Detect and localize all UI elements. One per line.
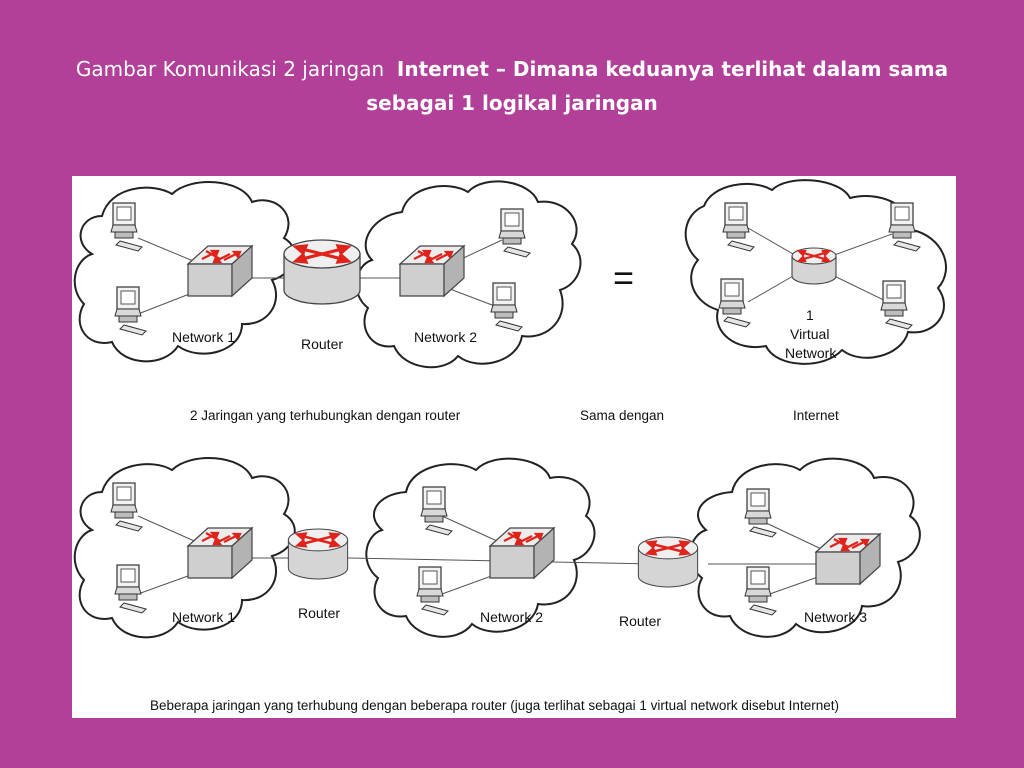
router-icon [792,248,836,284]
title-bold-2: sebagai 1 logikal jaringan [366,91,658,115]
caption-mid: Sama dengan [580,408,665,423]
router1-label: Router [298,605,341,621]
title-bold-1: Internet – Dimana keduanya terlihat dalam sama [396,57,949,81]
network3-label: Network 3 [804,609,868,625]
network2-label: Network 2 [480,609,544,625]
router-icon [284,240,360,304]
caption-right: Internet [793,408,839,423]
network1-label: Network 1 [172,329,236,345]
slide-title [0,52,1024,120]
router2-label: Router [619,613,662,629]
router-icon [288,529,347,579]
network1-label: Network 1 [172,609,236,625]
virtual-label-2: Virtual [790,326,830,342]
router-label: Router [301,336,344,352]
equals-sign: = [613,257,635,298]
caption-left: 2 Jaringan yang terhubungkan dengan router [190,408,461,423]
virtual-label-3: Network [785,345,837,361]
router-icon [638,537,697,587]
network2-label: Network 2 [414,329,478,345]
title-prefix: Gambar Komunikasi 2 jaringan [75,57,385,81]
diagram-panel [72,176,956,718]
virtual-label-1: 1 [806,307,814,323]
network-diagram [72,176,956,718]
caption-bottom: Beberapa jaringan yang terhubung dengan beberapa router (juga terlihat sebagai 1 virtual network disebut Internet) [150,698,839,713]
